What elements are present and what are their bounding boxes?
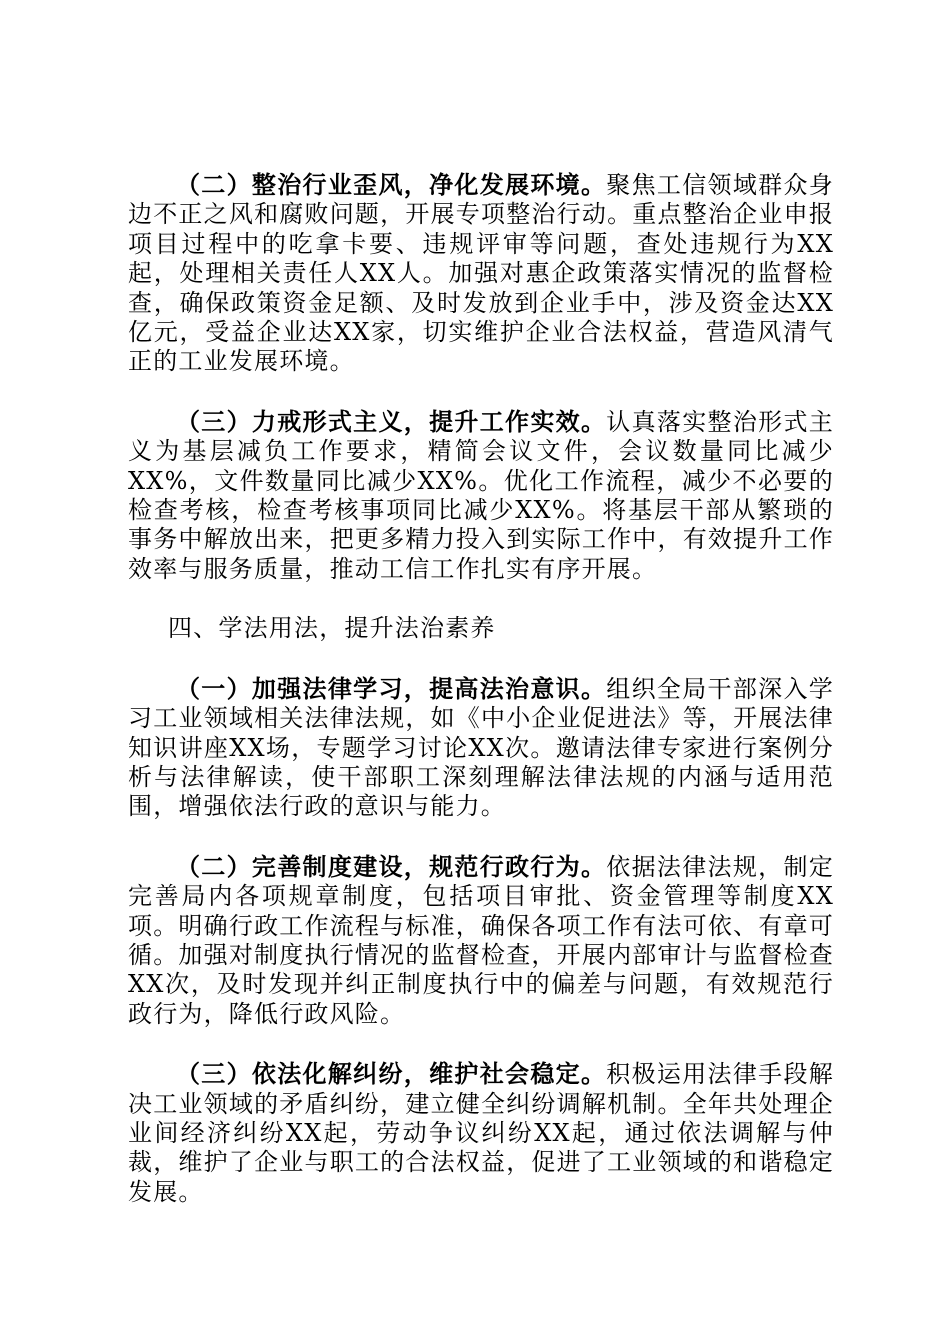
- paragraph-body: 认真落实整治形式主义为基层减负工作要求，精简会议文件，会议数量同比减少XX%，文件数量同比减少XX%。优化工作流程，减少不必要的检查考核，检查考核事项同比减少XX%。将基层干部从繁琐的事务中解放出来，把更多精力投入到实际工作中，有效提升工作效率与服务质量，推动工信工作扎实有序开展。: [128, 407, 834, 583]
- paragraph-lead: （三）力戒形式主义，提升工作实效。: [176, 406, 607, 436]
- paragraph-legal-study: [128, 674, 834, 822]
- paragraph-institution-building: [128, 852, 834, 1029]
- paragraph-body: 积极运用法律手段解决工业领域的矛盾纠纷，建立健全纠纷调解机制。全年共处理企业间经济纠纷XX起，劳动争议纠纷XX起，通过依法调解与仲裁，维护了企业与职工的合法权益，促进了工业领域的和谐稳定发展。: [128, 1060, 834, 1206]
- paragraph-avoid-formalism: [128, 407, 834, 584]
- paragraph-body: 依据法律法规，制定完善局内各项规章制度，包括项目审批、资金管理等制度XX项。明确行政工作流程与标准，确保各项工作有法可依、有章可循。加强对制度执行情况的监督检查，开展内部审计与监督检查XX次，及时发现并纠正制度执行中的偏差与问题，有效规范行政行为，降低行政风险。: [128, 852, 834, 1028]
- section-heading-rule-of-law: 四、学法用法，提升法治素养: [168, 614, 496, 643]
- document-page: [128, 170, 834, 1207]
- paragraph-lead: （二）整治行业歪风，净化发展环境。: [176, 170, 607, 199]
- paragraph-lead: （三）依法化解纠纷，维护社会稳定。: [176, 1059, 607, 1089]
- paragraph-body: 聚焦工信领域群众身边不正之风和腐败问题，开展专项整治行动。重点整治企业申报项目过程中的吃拿卡要、违规评审等问题，查处违规行为XX起，处理相关责任人XX人。加强对惠企政策落实情况的监督检查，确保政策资金足额、及时发放到企业手中，涉及资金达XX亿元，受益企业达XX家，切实维护企业合法权益，营造风清气正的工业发展环境。: [128, 171, 834, 376]
- paragraph-dispute-resolution: [128, 1059, 834, 1207]
- paragraph-body: 组织全局干部深入学习工业领域相关法律法规，如《中小企业促进法》等，开展法律知识讲座XX场，专题学习讨论XX次。邀请法律专家进行案例分析与法律解读，使干部职工深刻理解法律法规的内涵与适用范围，增强依法行政的意识与能力。: [128, 674, 834, 821]
- paragraph-rectify-industry-misconduct: [128, 170, 834, 377]
- paragraph-lead: （二）完善制度建设，规范行政行为。: [176, 851, 607, 881]
- paragraph-lead: （一）加强法律学习，提高法治意识。: [176, 673, 607, 703]
